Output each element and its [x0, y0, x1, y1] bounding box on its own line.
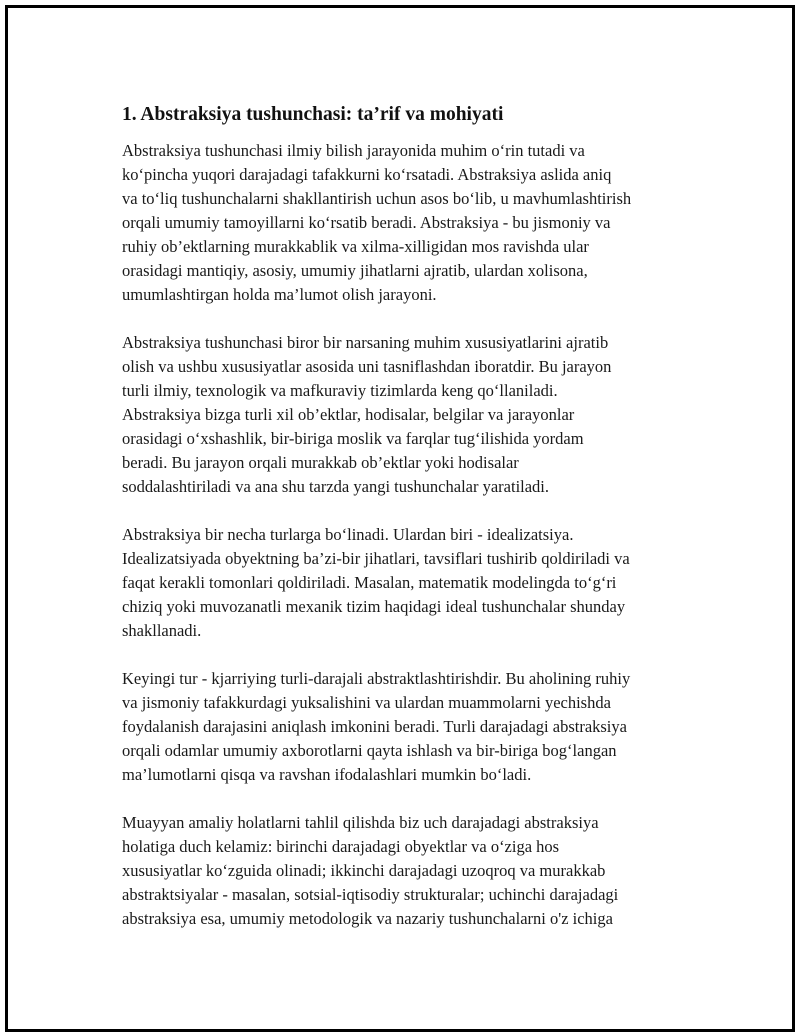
text-line: ruhiy ob’ektlarning murakkablik va xilma-xilligidan mos ravishda ular [122, 237, 589, 256]
text-line: faqat kerakli tomonlari qoldiriladi. Masalan, matematik modelingda to‘g‘ri [122, 573, 617, 592]
paragraph-5 [122, 811, 704, 931]
text-line: olish va ushbu xususiyatlar asosida uni tasniflashdan iboratdir. Bu jarayon [122, 357, 612, 376]
paragraph-2 [122, 331, 704, 499]
text-line: va jismoniy tafakkurdagi yuksalishini va ulardan muammolarni yechishda [122, 693, 611, 712]
text-line: chiziq yoki muvozanatli mexanik tizim haqidagi ideal tushunchalar shunday [122, 597, 626, 616]
text-line: Idealizatsiyada obyektning ba’zi-bir jihatlari, tavsiflari tushirib qoldiriladi va [122, 549, 630, 568]
text-line: Abstraksiya tushunchasi ilmiy bilish jarayonida muhim o‘rin tutadi va [122, 141, 585, 160]
text-line: Abstraksiya tushunchasi biror bir narsaning muhim xususiyatlarini ajratib [122, 333, 609, 352]
paragraph-1 [122, 139, 704, 307]
paragraph-4 [122, 667, 704, 787]
text-line: abstraksiya esa, umumiy metodologik va nazariy tushunchalarni o'z ichiga [122, 909, 613, 928]
text-line: orasidagi o‘xshashlik, bir-biriga moslik va farqlar tug‘ilishida yordam [122, 429, 584, 448]
page-frame [5, 5, 795, 1032]
text-line: holatiga duch kelamiz: birinchi darajadagi obyektlar va o‘ziga hos [122, 837, 560, 856]
text-line: beradi. Bu jarayon orqali murakkab ob’ektlar yoki hodisalar [122, 453, 519, 472]
text-line: orqali odamlar umumiy axborotlarni qayta ishlash va bir-biriga bog‘langan [122, 741, 617, 760]
text-line: abstraktsiyalar - masalan, sotsial-iqtisodiy strukturalar; uchinchi darajadagi [122, 885, 619, 904]
text-line: Keyingi tur - kjarriying turli-darajali abstraktlashtirishdir. Bu aholining ruhiy [122, 669, 631, 688]
text-line: umumlashtirgan holda ma’lumot olish jarayoni. [122, 285, 437, 304]
document-body [122, 102, 704, 955]
text-line: ko‘pincha yuqori darajadagi tafakkurni ko‘rsatadi. Abstraksiya aslida aniq [122, 165, 612, 184]
text-line: xususiyatlar ko‘zguida olinadi; ikkinchi darajadagi uzoqroq va murakkab [122, 861, 606, 880]
text-line: Abstraksiya bir necha turlarga bo‘linadi. Ulardan biri - idealizatsiya. [122, 525, 574, 544]
text-line: orqali umumiy tamoyillarni ko‘rsatib beradi. Abstraksiya - bu jismoniy va [122, 213, 611, 232]
text-line: ma’lumotlarni qisqa va ravshan ifodalashlari mumkin bo‘ladi. [122, 765, 532, 784]
text-line: orasidagi mantiqiy, asosiy, umumiy jihatlarni ajratib, ulardan xolisona, [122, 261, 588, 280]
text-line: Muayyan amaliy holatlarni tahlil qilishda biz uch darajadagi abstraksiya [122, 813, 599, 832]
text-line: foydalanish darajasini aniqlash imkonini beradi. Turli darajadagi abstraksiya [122, 717, 627, 736]
text-line: va to‘liq tushunchalarni shakllantirish uchun asos bo‘lib, u mavhumlashtirish [122, 189, 632, 208]
section-heading: 1. Abstraksiya tushunchasi: ta’rif va mohiyati [122, 104, 504, 125]
text-line: shakllanadi. [122, 621, 202, 640]
text-line: turli ilmiy, texnologik va mafkuraviy tizimlarda keng qo‘llaniladi. [122, 381, 558, 400]
text-line: soddalashtiriladi va ana shu tarzda yangi tushunchalar yaratiladi. [122, 477, 550, 496]
paragraph-3 [122, 523, 704, 643]
text-line: Abstraksiya bizga turli xil ob’ektlar, hodisalar, belgilar va jarayonlar [122, 405, 575, 424]
